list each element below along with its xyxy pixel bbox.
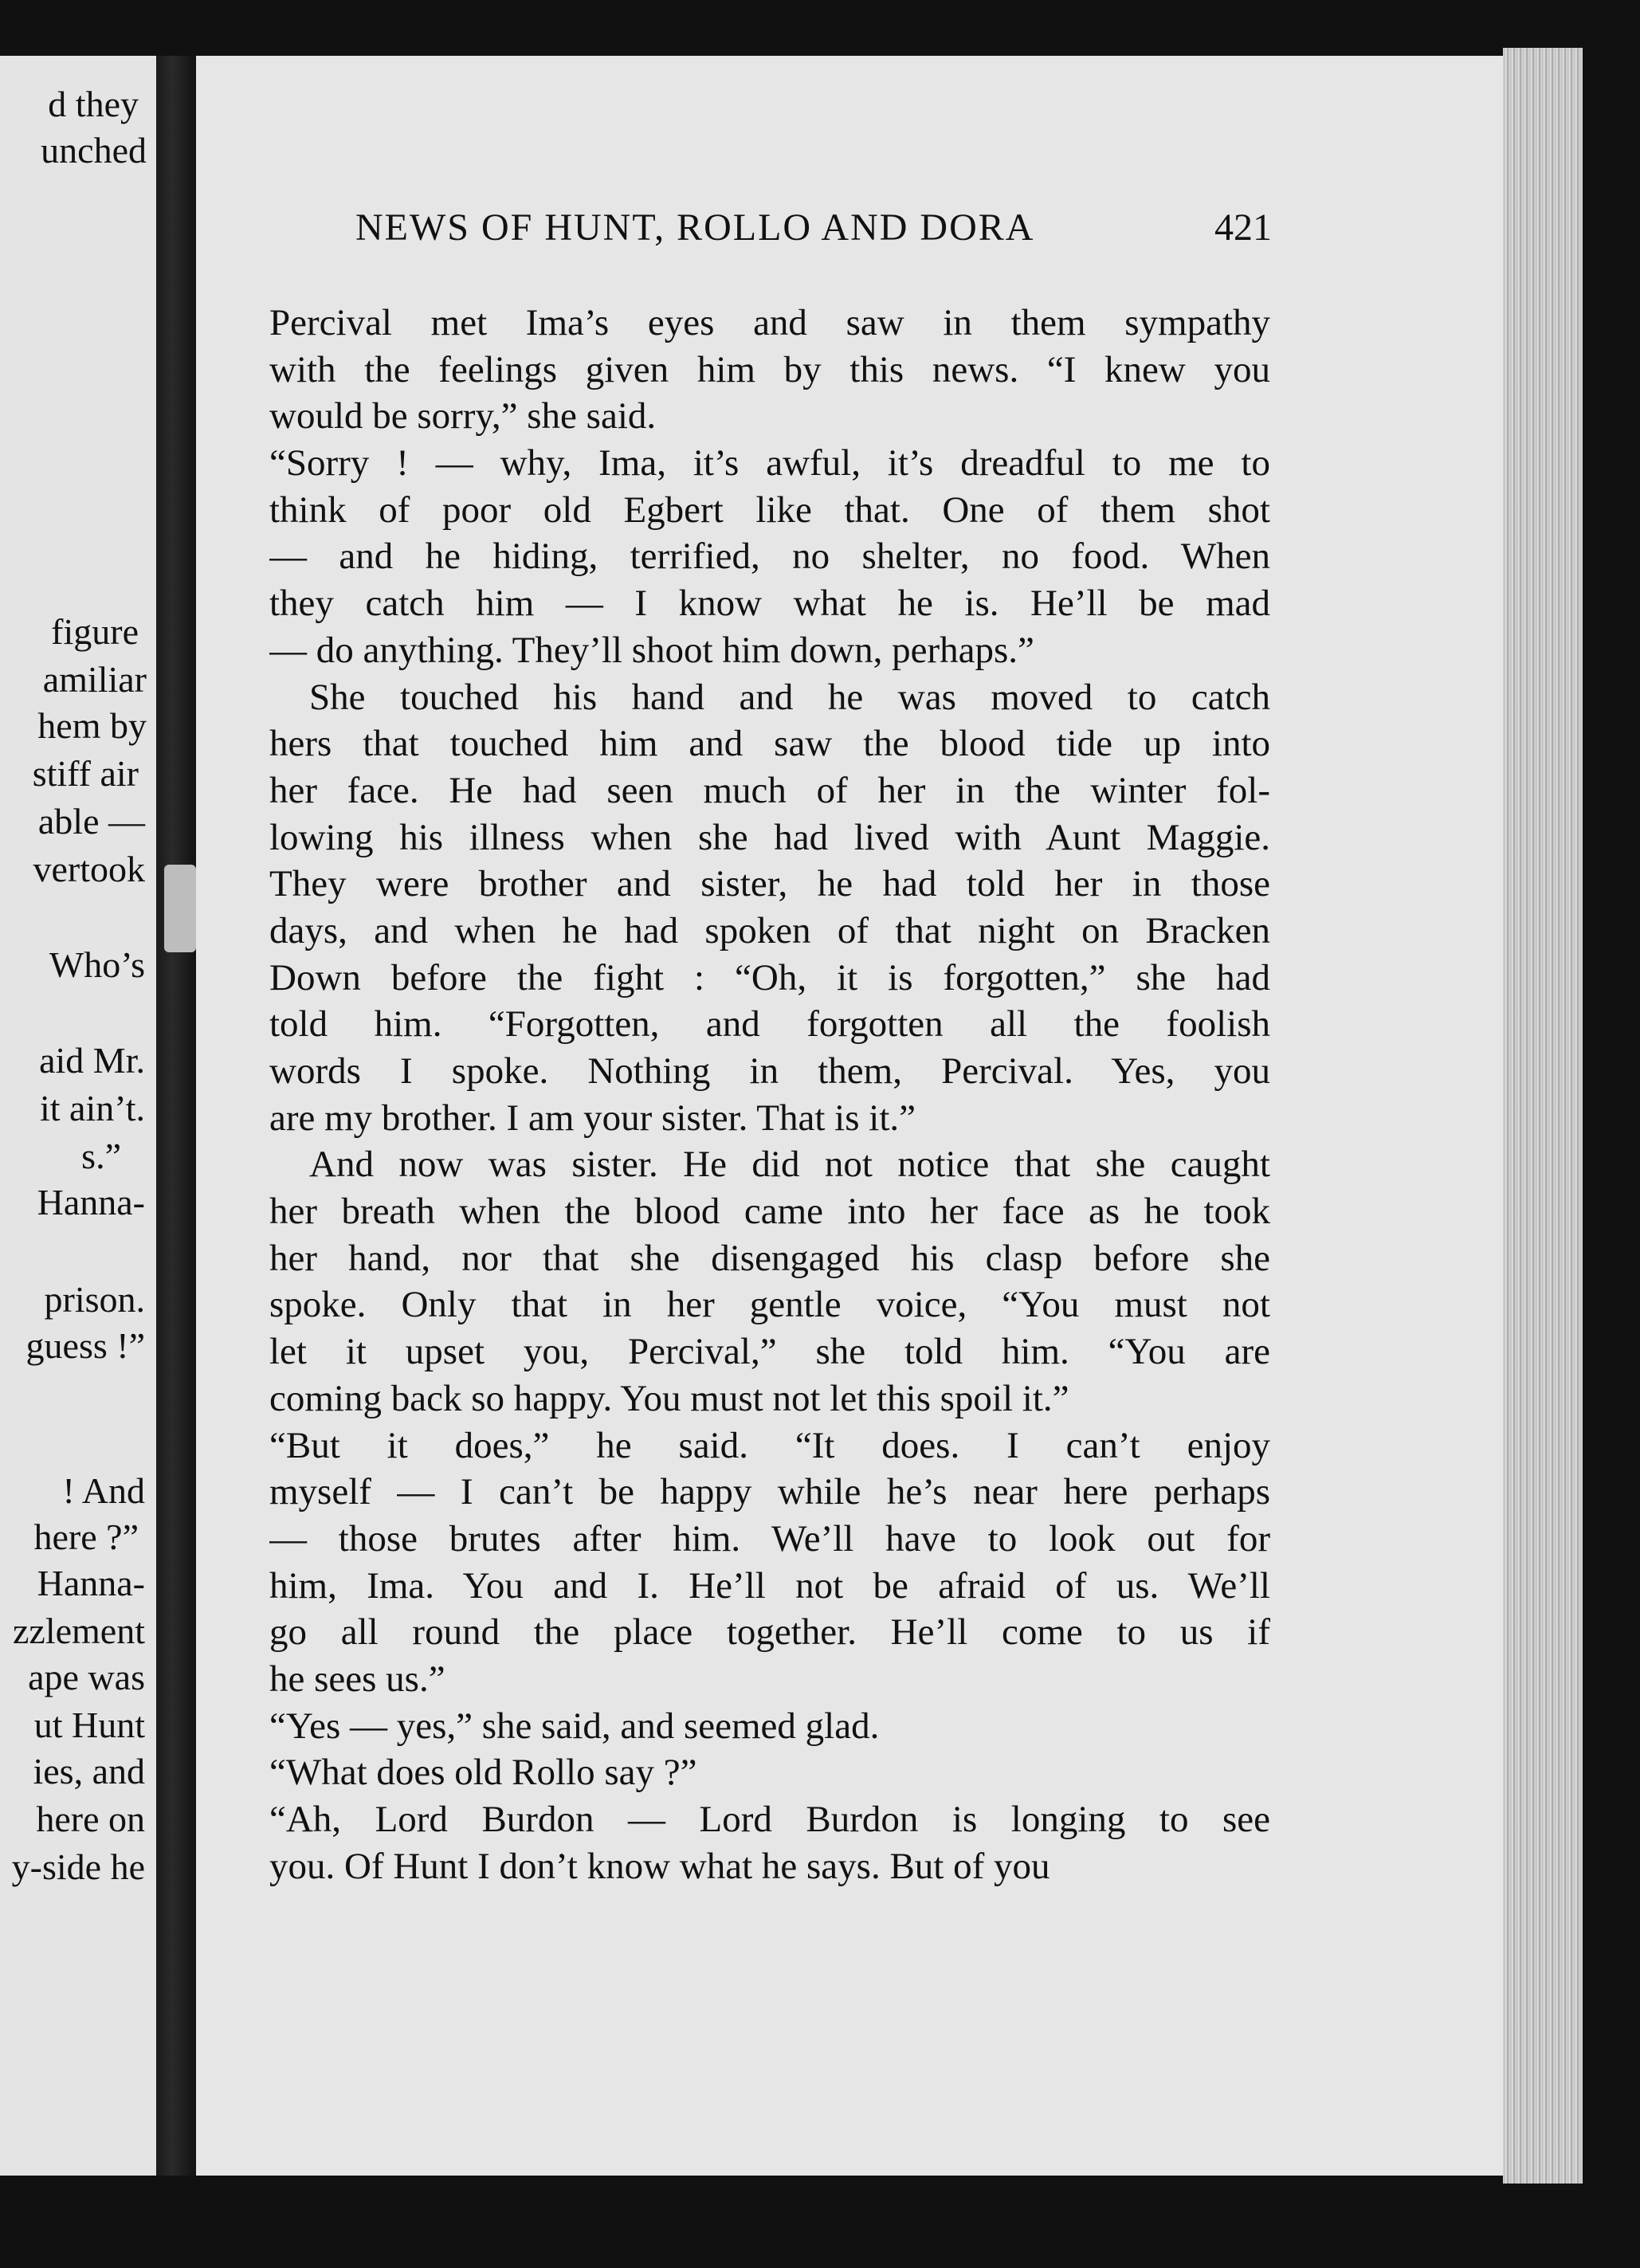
- gutter-notch: [164, 865, 196, 952]
- left-page-fragment: vertook: [33, 849, 145, 889]
- text-line: let it upset you, Percival,” she told him. “You are: [269, 1331, 1270, 1373]
- page-number: 421: [1214, 206, 1272, 249]
- text-line: coming back so happy. You must not let this spoil it.”: [269, 1377, 1069, 1419]
- text-line: “Yes — yes,” she said, and seemed glad.: [269, 1705, 880, 1747]
- text-line: spoke. Only that in her gentle voice, “You must not: [269, 1284, 1270, 1326]
- text-line: her face. He had seen much of her in the winter fol-: [269, 769, 1270, 811]
- text-line: Down before the fight : “Oh, it is forgotten,” she had: [269, 956, 1270, 999]
- text-line: “But it does,” he said. “It does. I can’t enjoy: [269, 1424, 1270, 1466]
- left-page-fragment: ut Hunt: [33, 1705, 145, 1745]
- text-line: Percival met Ima’s eyes and saw in them sympathy: [269, 302, 1270, 343]
- text-line: — those brutes after him. We’ll have to look out for: [269, 1517, 1270, 1560]
- left-page-fragment: Hanna-: [37, 1182, 145, 1222]
- text-line: — and he hiding, terrified, no shelter, no food. When: [269, 536, 1270, 578]
- running-head: NEWS OF HUNT, ROLLO AND DORA: [355, 206, 1035, 249]
- text-line: told him. “Forgotten, and forgotten all the foolish: [269, 1003, 1270, 1046]
- left-page-fragment: d they: [48, 84, 139, 124]
- body-text: [269, 300, 1270, 1889]
- left-page-fragment: guess !”: [26, 1325, 145, 1366]
- left-page-fragment: ! And: [62, 1470, 145, 1511]
- page-edges: [1503, 48, 1583, 2184]
- text-line: words I spoke. Nothing in them, Percival. Yes, you: [269, 1050, 1270, 1092]
- text-line: And now was sister. He did not notice that she caught: [309, 1144, 1270, 1186]
- text-line: her breath when the blood came into her face as he took: [269, 1191, 1270, 1233]
- text-line: think of poor old Egbert like that. One of them shot: [269, 489, 1270, 531]
- text-line: “Ah, Lord Burdon — Lord Burdon is longing to see: [269, 1799, 1270, 1840]
- text-line: days, and when he had spoken of that night on Bracken: [269, 909, 1270, 952]
- text-line: lowing his illness when she had lived with Aunt Maggie.: [269, 816, 1270, 858]
- left-page-fragment: stiff air: [32, 753, 139, 794]
- text-line: they catch him — I know what he is. He’ll be mad: [269, 583, 1270, 625]
- left-page-fragment: Who’s: [49, 944, 145, 985]
- text-line: myself — I can’t be happy while he’s near here perhaps: [269, 1471, 1270, 1513]
- text-line: She touched his hand and he was moved to catch: [309, 676, 1270, 718]
- left-page-fragment: figure: [51, 611, 139, 652]
- text-line: he sees us.”: [269, 1658, 445, 1700]
- left-page-fragment: Hanna-: [37, 1563, 145, 1603]
- text-line: They were brother and sister, he had told her in those: [269, 863, 1270, 905]
- left-page-fragment: able —: [37, 801, 145, 842]
- text-line: you. Of Hunt I don’t know what he says. But of you: [269, 1845, 1050, 1887]
- left-page-fragment: prison.: [44, 1279, 145, 1320]
- text-line: go all round the place together. He’ll come to us if: [269, 1611, 1270, 1654]
- text-line: would be sorry,” she said.: [269, 395, 657, 438]
- text-line: are my brother. I am your sister. That is it.”: [269, 1097, 916, 1139]
- text-line: with the feelings given him by this news. “I knew you: [269, 348, 1270, 390]
- left-page-fragment: ape was: [28, 1657, 145, 1697]
- book-gutter: [156, 56, 196, 2176]
- left-page-fragment: hem by: [37, 705, 147, 746]
- left-page-fragment: here ?”: [33, 1517, 139, 1557]
- text-line: her hand, nor that she disengaged his clasp before she: [269, 1237, 1270, 1279]
- left-page-fragment: amiliar: [42, 659, 147, 700]
- text-line: — do anything. They’ll shoot him down, perhaps.”: [269, 629, 1034, 671]
- text-line: hers that touched him and saw the blood tide up into: [269, 723, 1270, 765]
- text-line: “What does old Rollo say ?”: [269, 1752, 697, 1794]
- left-page-fragment: s.”: [81, 1136, 121, 1176]
- left-page-fragment: here on: [36, 1799, 145, 1839]
- left-facing-page: [0, 56, 156, 2176]
- text-line: him, Ima. You and I. He’ll not be afraid of us. We’ll: [269, 1564, 1270, 1607]
- left-page-fragment: zzlement: [12, 1611, 145, 1651]
- left-page-fragment: unched: [41, 130, 147, 171]
- left-page-fragment: aid Mr.: [39, 1040, 145, 1081]
- left-page-fragment: it ain’t.: [39, 1088, 145, 1128]
- left-page-fragment: y-side he: [11, 1846, 145, 1887]
- page-header: [355, 206, 1272, 253]
- text-line: “Sorry ! — why, Ima, it’s awful, it’s dreadful to me to: [269, 442, 1270, 485]
- left-page-fragment: ies, and: [33, 1751, 145, 1791]
